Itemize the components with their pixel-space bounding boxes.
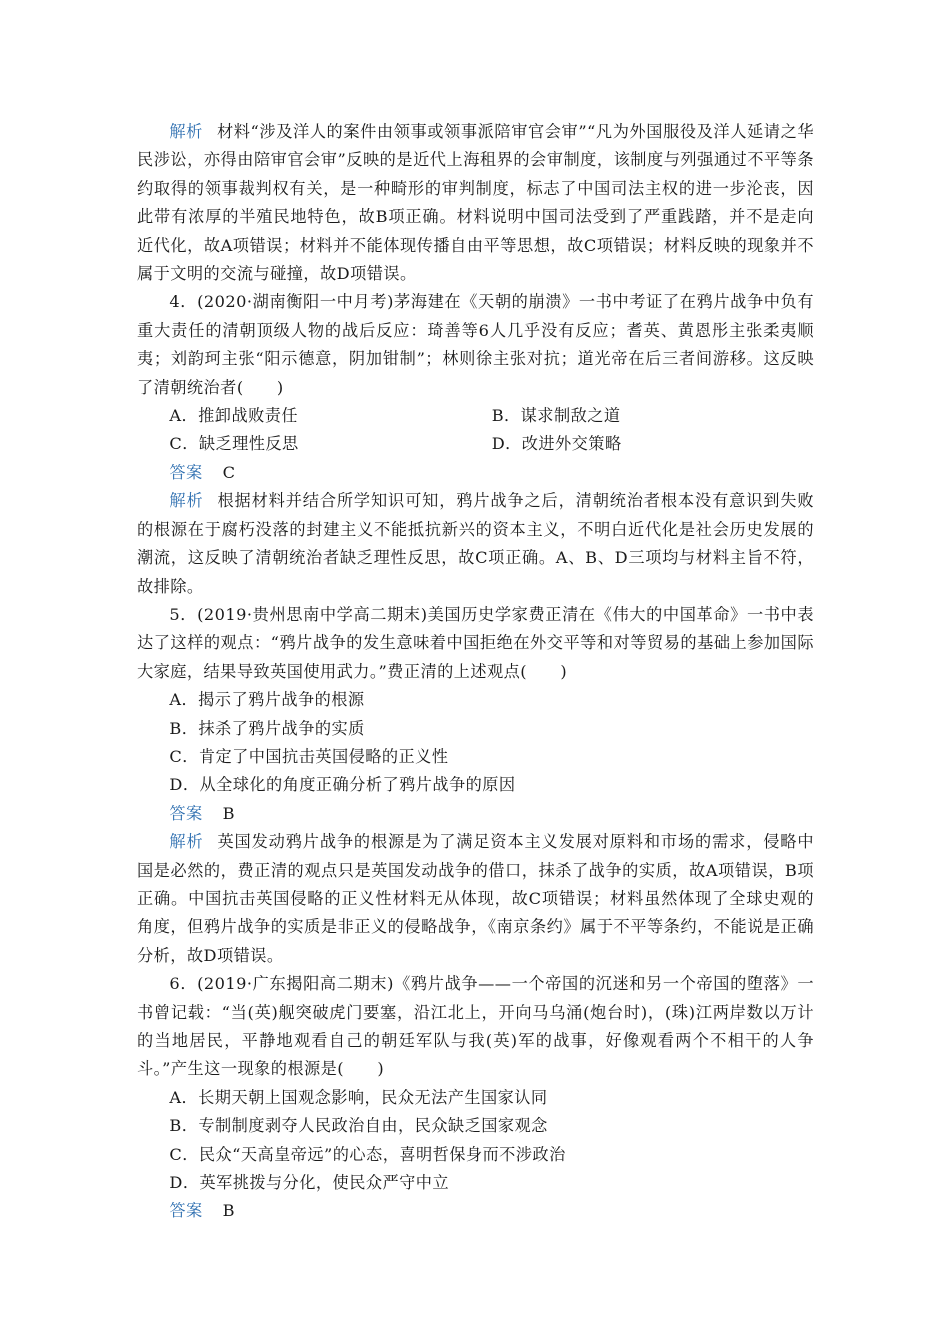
question-4-options-row-1 [137, 402, 814, 430]
option-a: A．长期天朝上国观念影响，民众无法产生国家认同 [169, 1087, 548, 1107]
analysis-paragraph-q3 [137, 118, 814, 288]
option-b: B．专制制度剥夺人民政治自由，民众缺乏国家观念 [169, 1116, 548, 1136]
option-d: D．从全球化的角度正确分析了鸦片战争的原因 [169, 775, 516, 795]
document-content [137, 118, 814, 1226]
question-4-options-row-2 [137, 430, 814, 458]
answer-value: B [222, 1201, 236, 1221]
answer-value: B [222, 803, 236, 823]
question-4-analysis [137, 487, 814, 601]
answer-tag: 答案 [169, 462, 203, 482]
option-b: B．谋求制敌之道 [491, 406, 621, 426]
question-6-answer [137, 1197, 814, 1225]
analysis-text: 根据材料并结合所学知识可知，鸦片战争之后，清朝统治者根本没有意识到失败的根源在于腐朽没落的封建主义不能抵抗新兴的资本主义，不明白近代化是社会历史发展的潮流，这反映了清朝统治者缺乏理性反思，故C项正确。A、B、D三项均与材料主旨不符，故排除。 [137, 491, 814, 596]
option-b: B．抹杀了鸦片战争的实质 [169, 718, 365, 738]
answer-tag: 答案 [169, 803, 203, 823]
answer-value: C [222, 462, 236, 482]
analysis-text: 英国发动鸦片战争的根源是为了满足资本主义发展对原料和市场的需求，侵略中国是必然的，费正清的观点只是英国发动战争的借口，抹杀了战争的实质，故A项错误，B项正确。中国抗击英国侵略的正义性材料无从体现，故C项错误；材料虽然体现了全球史观的角度，但鸦片战争的实质是非正义的侵略战争，《南京条约》属于不平等条约，不能说是正确分析，故D项错误。 [137, 832, 814, 965]
option-a: A．揭示了鸦片战争的根源 [169, 690, 365, 710]
question-4-answer [137, 459, 814, 487]
option-c: C．肯定了中国抗击英国侵略的正义性 [169, 746, 449, 766]
option-c: C．缺乏理性反思 [169, 434, 299, 454]
option-a: A．推卸战败责任 [169, 406, 298, 426]
analysis-text: 材料“涉及洋人的案件由领事或领事派陪审官会审”“凡为外国服役及洋人延请之华民涉讼，亦得由陪审官会审”反映的是近代上海租界的会审制度，该制度与列强通过不平等条约取得的领事裁判权有关，是一种畸形的审判制度，标志了中国司法主权的进一步沦丧，因此带有浓厚的半殖民地特色，故B项正确。材料说明中国司法受到了严重践踏，并不是走向近代化，故A项错误；材料并不能体现传播自由平等思想，故C项错误；材料反映的现象并不属于文明的交流与碰撞，故D项错误。 [137, 122, 814, 284]
question-5-stem: 5．(2019·贵州思南中学高二期末)美国历史学家费正清在《伟大的中国革命》一书中表达了这样的观点：“鸦片战争的发生意味着中国拒绝在外交平等和对等贸易的基础上参加国际大家庭，结果导致英国使用武力。”费正清的上述观点( ) [137, 604, 814, 681]
question-4-stem: 4．(2020·湖南衡阳一中月考)茅海建在《天朝的崩溃》一书中考证了在鸦片战争中负有重大责任的清朝顶级人物的战后反应：琦善等6人几乎没有反应；耆英、黄恩彤主张柔夷顺夷；刘韵珂主张“阳示德意，阴加钳制”；林则徐主张对抗；道光帝在后三者间游移。这反映了清朝统治者( ) [137, 292, 814, 397]
option-d: D．改进外交策略 [491, 434, 622, 454]
analysis-tag: 解析 [169, 122, 203, 141]
analysis-tag: 解析 [169, 832, 204, 852]
analysis-tag: 解析 [169, 491, 204, 511]
question-5-analysis [137, 828, 814, 970]
question-5-answer [137, 800, 814, 828]
question-6-stem: 6．(2019·广东揭阳高二期末)《鸦片战争——一个帝国的沉迷和另一个帝国的堕落》一书曾记载：“当(英)舰突破虎门要塞，沿江北上，开向马乌涌(炮台时)，(珠)江两岸数以万计的当地居民，平静地观看自己的朝廷军队与我(英)军的战事，好像观看两个不相干的人争斗。”产生这一现象的根源是( ) [137, 974, 814, 1079]
option-c: C．民众“天高皇帝远”的心态，喜明哲保身而不涉政治 [169, 1144, 566, 1164]
option-d: D．英军挑拨与分化，使民众严守中立 [169, 1173, 450, 1193]
answer-tag: 答案 [169, 1201, 203, 1221]
